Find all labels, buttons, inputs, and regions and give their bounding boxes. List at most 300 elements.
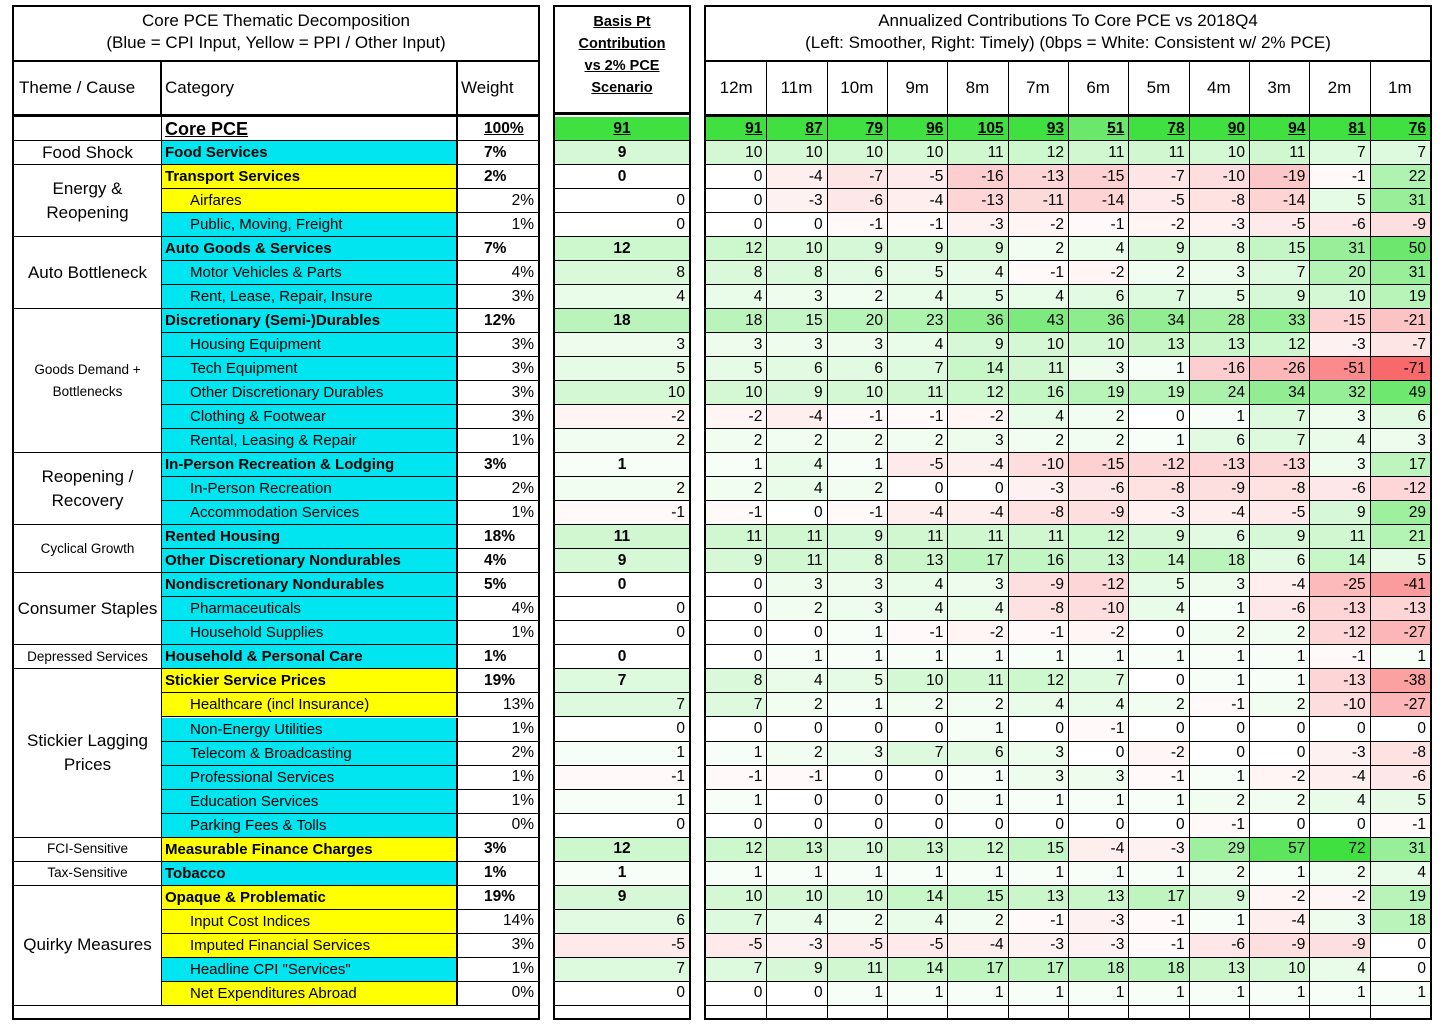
- value-cell: -1: [827, 405, 887, 429]
- value-cell: 50: [1370, 237, 1430, 261]
- value-cell: -6: [1068, 477, 1128, 501]
- value-cell: 1: [1068, 862, 1128, 886]
- value-cell: 9: [766, 958, 826, 982]
- bp-cell: 0: [555, 189, 689, 213]
- value-cell: 3: [1309, 910, 1369, 934]
- value-cell: 7: [1370, 141, 1430, 165]
- value-cell: 10: [827, 886, 887, 910]
- theme-cell: [14, 165, 162, 237]
- value-cell: 1: [706, 862, 766, 886]
- value-cell: -9: [1309, 934, 1369, 958]
- weight-cell: 4%: [458, 597, 538, 621]
- value-cell: -9: [1068, 501, 1128, 525]
- period-header-cell: 11m: [780, 78, 813, 97]
- value-cell: 0: [1370, 718, 1430, 742]
- value-cell: 4: [887, 333, 947, 357]
- value-cell: 1: [887, 862, 947, 886]
- value-cell: -5: [1128, 189, 1188, 213]
- value-cell: 13: [1189, 333, 1249, 357]
- value-cell: -2: [706, 405, 766, 429]
- value-cell: 23: [887, 309, 947, 333]
- value-cell: 5: [887, 261, 947, 285]
- bp-cell: 0: [555, 597, 689, 621]
- category-cell: Rented Housing: [162, 525, 458, 549]
- value-cell: 4: [1309, 429, 1369, 453]
- value-cell: 4: [1309, 790, 1369, 814]
- value-cell: 0: [827, 790, 887, 814]
- weight-cell: 1%: [458, 213, 538, 237]
- theme-cell: [14, 117, 162, 141]
- theme-label: Cyclical Growth: [40, 540, 135, 556]
- bp-cell: -5: [555, 934, 689, 958]
- value-cell: -6: [827, 189, 887, 213]
- value-cell: 1: [1189, 910, 1249, 934]
- period-header-cell: 9m: [905, 78, 929, 97]
- column-divider: [947, 62, 948, 1018]
- value-cell: 10: [1068, 333, 1128, 357]
- value-cell: -15: [1309, 309, 1369, 333]
- value-cell: 8: [706, 261, 766, 285]
- value-cell: -9: [1249, 934, 1309, 958]
- value-cell: -13: [947, 189, 1007, 213]
- value-cell: -4: [1249, 910, 1309, 934]
- theme-label: Energy & Reopening: [46, 178, 129, 222]
- bp-cell: 0: [555, 718, 689, 742]
- contrib-subtitle: (Left: Smoother, Right: Timely) (0bps = White: Consistent w/ 2% PCE): [805, 33, 1331, 52]
- value-cell: 19: [1128, 381, 1188, 405]
- weight-cell: 3%: [458, 357, 538, 381]
- value-cell: 93: [1008, 117, 1068, 141]
- value-cell: 18: [1189, 549, 1249, 573]
- value-cell: -2: [1249, 886, 1309, 910]
- value-cell: 11: [1249, 141, 1309, 165]
- value-cell: 8: [827, 549, 887, 573]
- value-cell: -71: [1370, 357, 1430, 381]
- value-cell: 2: [1189, 790, 1249, 814]
- weight-cell: 1%: [458, 790, 538, 814]
- value-cell: -5: [1249, 213, 1309, 237]
- value-cell: 29: [1370, 501, 1430, 525]
- value-cell: -9: [1008, 573, 1068, 597]
- value-cell: 2: [827, 477, 887, 501]
- value-cell: 12: [1008, 669, 1068, 693]
- value-cell: 12: [706, 838, 766, 862]
- value-cell: -3: [1068, 934, 1128, 958]
- value-cell: 17: [947, 958, 1007, 982]
- value-cell: 0: [1128, 621, 1188, 645]
- value-cell: -6: [1249, 597, 1309, 621]
- value-cell: 12: [1008, 141, 1068, 165]
- value-cell: 2: [766, 597, 826, 621]
- value-cell: 1: [1128, 982, 1188, 1006]
- value-cell: 10: [1008, 333, 1068, 357]
- value-cell: 11: [1008, 525, 1068, 549]
- theme-cell: [14, 141, 162, 165]
- value-cell: 11: [1068, 141, 1128, 165]
- value-cell: 12: [947, 838, 1007, 862]
- value-cell: 14: [1128, 549, 1188, 573]
- value-cell: 1: [766, 862, 826, 886]
- value-cell: 24: [1189, 381, 1249, 405]
- value-cell: 0: [1309, 814, 1369, 838]
- value-cell: 10: [766, 237, 826, 261]
- value-cell: -16: [947, 165, 1007, 189]
- category-cell: Auto Goods & Services: [162, 237, 458, 261]
- column-divider: [1008, 62, 1009, 1018]
- category-cell: Discretionary (Semi-)Durables: [162, 309, 458, 333]
- value-cell: 1: [827, 862, 887, 886]
- weight-cell: 14%: [458, 910, 538, 934]
- value-cell: 13: [887, 549, 947, 573]
- value-cell: -21: [1370, 309, 1430, 333]
- value-cell: 1: [827, 693, 887, 717]
- bp-cell: 9: [555, 549, 689, 573]
- period-header-cell: 2m: [1327, 78, 1352, 97]
- value-cell: -41: [1370, 573, 1430, 597]
- value-cell: 5: [1370, 549, 1430, 573]
- value-cell: -3: [1309, 333, 1369, 357]
- category-cell: Household & Personal Care: [162, 645, 458, 669]
- value-cell: 9: [887, 237, 947, 261]
- value-cell: 3: [827, 742, 887, 766]
- value-cell: -14: [1249, 189, 1309, 213]
- bp-cell: 3: [555, 333, 689, 357]
- value-cell: 3: [827, 333, 887, 357]
- value-cell: 5: [1128, 573, 1188, 597]
- value-cell: 1: [1189, 766, 1249, 790]
- value-cell: 7: [706, 958, 766, 982]
- bp-cell: 91: [555, 117, 689, 141]
- value-cell: 7: [1068, 669, 1128, 693]
- value-cell: 10: [887, 669, 947, 693]
- value-cell: 11: [947, 669, 1007, 693]
- value-cell: -6: [1370, 766, 1430, 790]
- value-cell: 9: [1128, 237, 1188, 261]
- contributions-panel: [704, 5, 1432, 1020]
- value-cell: 1: [1008, 645, 1068, 669]
- value-cell: 0: [706, 814, 766, 838]
- value-cell: 9: [947, 333, 1007, 357]
- value-cell: 3: [1189, 261, 1249, 285]
- value-cell: -4: [887, 501, 947, 525]
- value-cell: 20: [1309, 261, 1369, 285]
- value-cell: 4: [706, 285, 766, 309]
- basis-point-header: [555, 7, 689, 115]
- category-cell: Other Discretionary Durables: [162, 381, 458, 405]
- value-cell: 18: [1128, 958, 1188, 982]
- bp-cell: 1: [555, 790, 689, 814]
- value-cell: 0: [1128, 405, 1188, 429]
- value-cell: -1: [887, 621, 947, 645]
- bp-cell: 1: [555, 862, 689, 886]
- category-cell: Rent, Lease, Repair, Insure: [162, 285, 458, 309]
- basis-point-panel: [553, 5, 691, 1020]
- value-cell: 11: [887, 525, 947, 549]
- value-cell: -13: [1008, 165, 1068, 189]
- value-cell: 2: [827, 910, 887, 934]
- value-cell: 0: [706, 597, 766, 621]
- weight-cell: 13%: [458, 693, 538, 717]
- value-cell: 6: [1189, 525, 1249, 549]
- bp-cell: 7: [555, 958, 689, 982]
- value-cell: -2: [947, 621, 1007, 645]
- value-cell: 2: [1008, 429, 1068, 453]
- value-cell: 2: [947, 693, 1007, 717]
- value-cell: 1: [1309, 982, 1369, 1006]
- value-cell: 1: [1128, 645, 1188, 669]
- value-cell: 9: [1128, 525, 1188, 549]
- value-cell: 3: [1309, 453, 1369, 477]
- value-cell: 1: [1249, 982, 1309, 1006]
- value-cell: 1: [1128, 790, 1188, 814]
- value-cell: -13: [1309, 597, 1369, 621]
- category-cell: Parking Fees & Tolls: [162, 814, 458, 838]
- value-cell: 1: [827, 645, 887, 669]
- value-cell: 2: [827, 429, 887, 453]
- value-cell: 2: [766, 429, 826, 453]
- period-header-cell: 3m: [1267, 78, 1291, 97]
- value-cell: -1: [1189, 814, 1249, 838]
- theme-label: Auto Bottleneck: [27, 262, 148, 282]
- value-cell: 11: [887, 381, 947, 405]
- table-subtitle: (Blue = CPI Input, Yellow = PPI / Other Input): [106, 33, 446, 52]
- value-cell: 11: [947, 141, 1007, 165]
- weight-cell: 19%: [458, 886, 538, 910]
- value-cell: 1: [947, 645, 1007, 669]
- value-cell: 0: [1008, 718, 1068, 742]
- value-cell: 1: [706, 742, 766, 766]
- value-cell: 10: [887, 141, 947, 165]
- value-cell: 2: [827, 285, 887, 309]
- value-cell: 1: [706, 453, 766, 477]
- value-cell: 11: [947, 525, 1007, 549]
- category-cell: Non-Energy Utilities: [162, 718, 458, 742]
- decomposition-panel: [12, 5, 540, 1020]
- weight-cell: 4%: [458, 549, 538, 573]
- value-cell: -9: [1370, 213, 1430, 237]
- value-cell: 3: [947, 573, 1007, 597]
- value-cell: 8: [766, 261, 826, 285]
- value-cell: 7: [1249, 261, 1309, 285]
- value-cell: 0: [887, 814, 947, 838]
- value-cell: -4: [947, 501, 1007, 525]
- value-cell: 6: [947, 742, 1007, 766]
- category-cell: In-Person Recreation: [162, 477, 458, 501]
- column-divider: [1068, 62, 1069, 1018]
- value-cell: -1: [887, 405, 947, 429]
- value-cell: 17: [1370, 453, 1430, 477]
- value-cell: -8: [1008, 501, 1068, 525]
- value-cell: 0: [1249, 814, 1309, 838]
- theme-cell: [14, 453, 162, 525]
- value-cell: 0: [1370, 958, 1430, 982]
- period-header-cell: 12m: [719, 78, 753, 97]
- value-cell: 0: [827, 766, 887, 790]
- value-cell: 14: [887, 886, 947, 910]
- value-cell: 0: [887, 766, 947, 790]
- value-cell: -9: [1189, 477, 1249, 501]
- value-cell: 0: [1128, 669, 1188, 693]
- value-cell: -5: [887, 934, 947, 958]
- value-cell: -27: [1370, 693, 1430, 717]
- value-cell: 9: [827, 525, 887, 549]
- value-cell: 36: [947, 309, 1007, 333]
- value-cell: 11: [1008, 357, 1068, 381]
- value-cell: 0: [1309, 718, 1369, 742]
- bp-header-line3: vs 2% PCE: [584, 58, 660, 74]
- bp-cell: 0: [555, 165, 689, 189]
- weight-cell: 12%: [458, 309, 538, 333]
- theme-label: Goods Demand + Bottlenecks: [34, 361, 141, 399]
- weight-cell: 3%: [458, 381, 538, 405]
- value-cell: 4: [766, 669, 826, 693]
- bp-cell: 12: [555, 237, 689, 261]
- value-cell: -2: [1068, 261, 1128, 285]
- bp-cell: 18: [555, 309, 689, 333]
- period-header-cell: 5m: [1146, 78, 1171, 97]
- value-cell: 3: [766, 333, 826, 357]
- value-cell: -1: [1068, 213, 1128, 237]
- value-cell: 1: [706, 790, 766, 814]
- value-cell: -15: [1068, 165, 1128, 189]
- value-cell: 4: [947, 261, 1007, 285]
- value-cell: 20: [827, 309, 887, 333]
- value-cell: -7: [1370, 333, 1430, 357]
- value-cell: 10: [827, 838, 887, 862]
- value-cell: 7: [1249, 405, 1309, 429]
- value-cell: 11: [766, 525, 826, 549]
- value-cell: -1: [1309, 165, 1369, 189]
- value-cell: 3: [1370, 429, 1430, 453]
- weight-cell: 1%: [458, 862, 538, 886]
- value-cell: 1: [947, 982, 1007, 1006]
- value-cell: 14: [1309, 549, 1369, 573]
- value-cell: -4: [1068, 838, 1128, 862]
- value-cell: 31: [1309, 237, 1369, 261]
- col-category-header: Category: [162, 62, 458, 114]
- bp-cell: 0: [555, 621, 689, 645]
- value-cell: 72: [1309, 838, 1369, 862]
- value-cell: 2: [1068, 429, 1128, 453]
- value-cell: 0: [1128, 814, 1188, 838]
- value-cell: 1: [1370, 645, 1430, 669]
- value-cell: -5: [1249, 501, 1309, 525]
- value-cell: 0: [1068, 742, 1128, 766]
- value-cell: 0: [766, 814, 826, 838]
- value-cell: 0: [706, 189, 766, 213]
- value-cell: 0: [766, 982, 826, 1006]
- value-cell: 0: [1189, 742, 1249, 766]
- weight-cell: 4%: [458, 261, 538, 285]
- bp-cell: -2: [555, 405, 689, 429]
- bp-cell: 1: [555, 453, 689, 477]
- value-cell: 0: [766, 718, 826, 742]
- theme-cell: [14, 525, 162, 573]
- weight-cell: 1%: [458, 766, 538, 790]
- value-cell: 9: [766, 381, 826, 405]
- value-cell: 9: [947, 237, 1007, 261]
- category-cell: Professional Services: [162, 766, 458, 790]
- value-cell: 0: [1189, 718, 1249, 742]
- value-cell: -6: [1189, 934, 1249, 958]
- value-cell: 15: [1249, 237, 1309, 261]
- value-cell: -3: [766, 189, 826, 213]
- value-cell: 78: [1128, 117, 1188, 141]
- value-cell: 6: [766, 357, 826, 381]
- value-cell: 4: [887, 597, 947, 621]
- category-cell: Imputed Financial Services: [162, 934, 458, 958]
- value-cell: 0: [706, 982, 766, 1006]
- category-cell: Measurable Finance Charges: [162, 838, 458, 862]
- value-cell: 1: [1249, 669, 1309, 693]
- value-cell: 90: [1189, 117, 1249, 141]
- value-cell: 94: [1249, 117, 1309, 141]
- category-cell: Motor Vehicles & Parts: [162, 261, 458, 285]
- value-cell: -15: [1068, 453, 1128, 477]
- value-cell: 49: [1370, 381, 1430, 405]
- value-cell: 9: [1189, 886, 1249, 910]
- value-cell: -3: [1309, 742, 1369, 766]
- value-cell: 12: [947, 381, 1007, 405]
- value-cell: 5: [1309, 189, 1369, 213]
- value-cell: 105: [947, 117, 1007, 141]
- theme-label: Quirky Measures: [23, 935, 152, 955]
- value-cell: -2: [1128, 213, 1188, 237]
- category-cell: Healthcare (incl Insurance): [162, 693, 458, 717]
- period-header-cell: 4m: [1207, 78, 1231, 97]
- value-cell: 6: [1249, 549, 1309, 573]
- value-cell: 13: [1068, 549, 1128, 573]
- category-cell: Education Services: [162, 790, 458, 814]
- period-header-cell: 1m: [1388, 78, 1412, 97]
- value-cell: 0: [887, 718, 947, 742]
- value-cell: -8: [1249, 477, 1309, 501]
- value-cell: 1: [1008, 790, 1068, 814]
- value-cell: 2: [1309, 862, 1369, 886]
- value-cell: -4: [947, 453, 1007, 477]
- value-cell: 1: [887, 645, 947, 669]
- value-cell: 11: [766, 549, 826, 573]
- value-cell: -16: [1189, 357, 1249, 381]
- value-cell: -2: [1008, 213, 1068, 237]
- value-cell: 33: [1249, 309, 1309, 333]
- value-cell: 9: [706, 549, 766, 573]
- value-cell: 16: [1008, 549, 1068, 573]
- value-cell: -4: [1189, 501, 1249, 525]
- bp-cell: 5: [555, 357, 689, 381]
- contrib-title: Annualized Contributions To Core PCE vs 2018Q4: [878, 11, 1258, 30]
- value-cell: 10: [827, 141, 887, 165]
- value-cell: 0: [706, 621, 766, 645]
- value-cell: -4: [1249, 573, 1309, 597]
- column-divider: [1249, 62, 1250, 1018]
- value-cell: 0: [706, 645, 766, 669]
- value-cell: 19: [1068, 381, 1128, 405]
- weight-cell: 100%: [458, 117, 538, 141]
- value-cell: 7: [1128, 285, 1188, 309]
- column-divider: [1128, 62, 1129, 1018]
- weight-cell: 1%: [458, 429, 538, 453]
- value-cell: 10: [706, 141, 766, 165]
- weight-cell: 18%: [458, 525, 538, 549]
- value-cell: 0: [766, 790, 826, 814]
- weight-cell: 2%: [458, 165, 538, 189]
- weight-cell: 3%: [458, 838, 538, 862]
- value-cell: -1: [706, 501, 766, 525]
- period-header-cell: 7m: [1026, 78, 1050, 97]
- value-cell: 10: [766, 886, 826, 910]
- value-cell: 79: [827, 117, 887, 141]
